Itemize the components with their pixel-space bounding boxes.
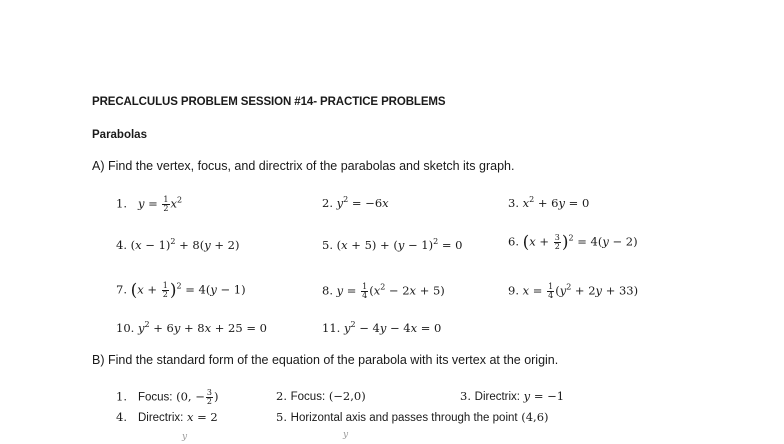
cutoff-glyph: y	[182, 432, 188, 442]
problem-number: 8.	[322, 283, 333, 298]
section-heading: Parabolas	[92, 129, 147, 141]
problem-a5: 5. $(x + 5) + (y - 1)^2 = 0$	[322, 237, 463, 252]
problem-number: 11.	[322, 321, 341, 335]
problem-number: 3.	[508, 196, 519, 210]
problem-number: 4.	[116, 410, 127, 424]
problem-number: 6.	[508, 234, 519, 249]
problem-a9: 9. x = $\frac{1}{4}$ $(y^2 + 2y + 33)$	[508, 282, 639, 300]
problem-a4: 4. $(x - 1)^2 + 8(y + 2)$	[116, 237, 240, 252]
problem-number: 3.	[460, 389, 471, 403]
problem-a3: 3. $x^2 + 6y = 0$	[508, 195, 590, 210]
problem-number: 7.	[116, 282, 127, 297]
part-a-instruction: A) Find the vertex, focus, and directrix of the parabolas and sketch its graph.	[92, 159, 515, 173]
problem-a11: 11. $y^2 - 4y - 4x = 0$	[322, 320, 442, 335]
problem-a8: 8. y = $\frac{1}{4}$ $(x^2 - 2x + 5)$	[322, 282, 445, 300]
problem-a2: 2. $y^2 = -6x$	[322, 195, 389, 210]
problem-b5: 5. Horizontal axis and passes through the point (4,6)	[276, 410, 549, 424]
problem-b2: 2. Focus: (−2,0)	[276, 389, 366, 403]
problem-number: 2.	[322, 196, 333, 210]
cutoff-glyph: y	[343, 430, 349, 440]
problem-number: 9.	[508, 283, 519, 298]
problem-number: 2.	[276, 389, 287, 403]
problem-b3: 3. Directrix: y = −1	[460, 389, 565, 403]
problem-number: 1.	[116, 196, 127, 211]
problem-a7: 7. (x + $\frac{1}{2}$ )$^2$ = 4(y − 1)	[116, 280, 246, 301]
problem-b1: 1. Focus: (0, − $\frac{3}{2}$ )	[116, 388, 219, 406]
page-title: PRECALCULUS PROBLEM SESSION #14- PRACTICE PROBLEMS	[92, 96, 446, 108]
problem-a1: 1. y = $\frac{1}{2}$ $x^2$	[116, 195, 183, 213]
problem-number: 4.	[116, 238, 127, 252]
problem-number: 1.	[116, 389, 127, 404]
problem-a10: 10. $y^2 + 6y + 8x + 25 = 0$	[116, 320, 267, 335]
problem-a6: 6. (x + $\frac{3}{2}$ )$^2$ = 4(y − 2)	[508, 232, 638, 253]
problem-b4: 4. Directrix: x = 2	[116, 410, 218, 424]
part-b-instruction: B) Find the standard form of the equation of the parabola with its vertex at the origin.	[92, 353, 559, 367]
problem-number: 5.	[276, 410, 287, 424]
problem-number: 10.	[116, 321, 135, 335]
problem-number: 5.	[322, 238, 333, 252]
